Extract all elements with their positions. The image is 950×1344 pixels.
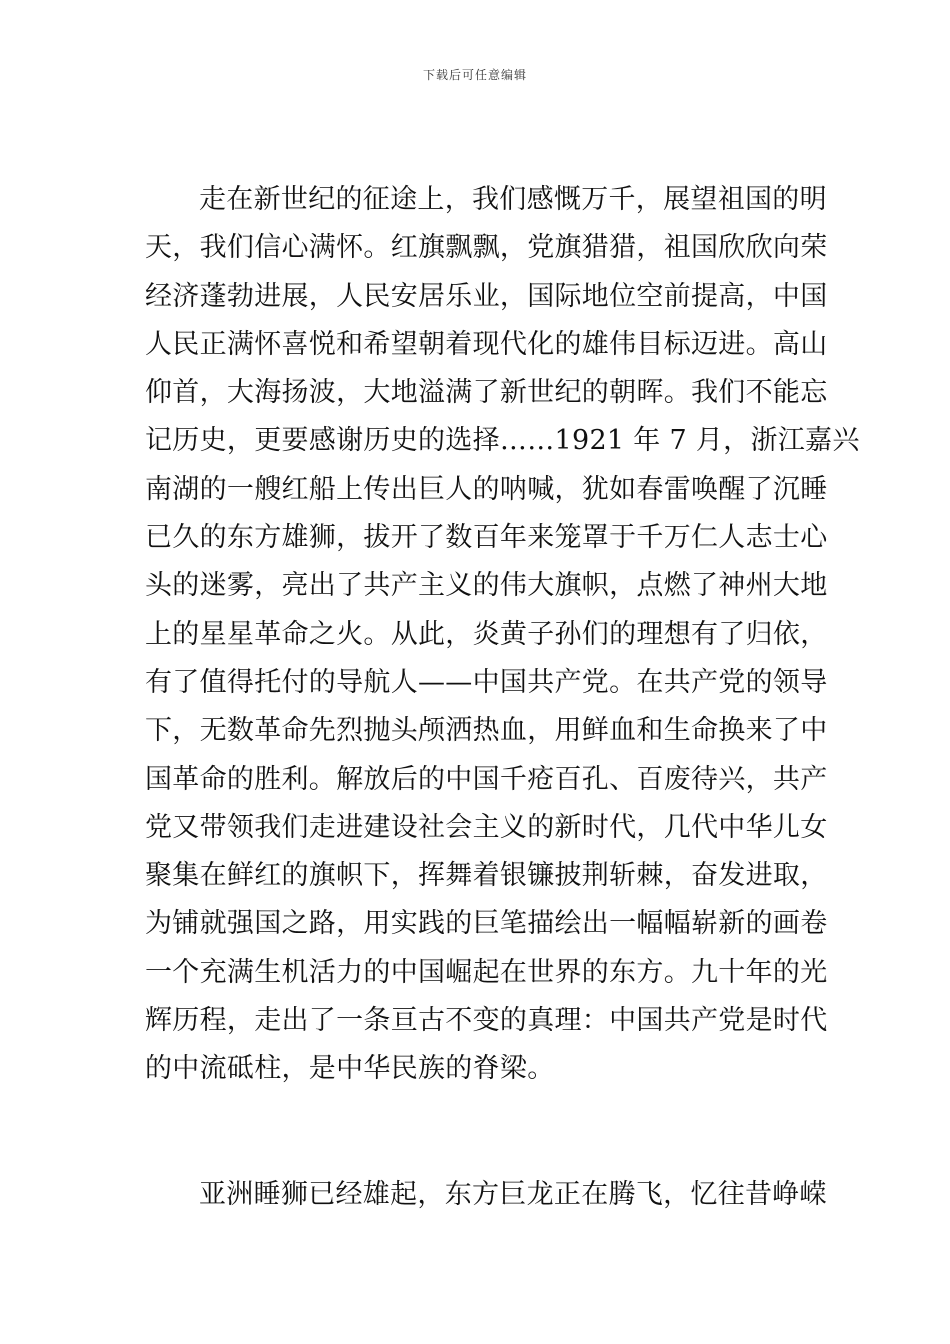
text-line: 有了值得托付的导航人——中国共产党。在共产党的领导 — [145, 666, 828, 698]
paragraph-1 — [145, 176, 860, 1094]
text-line: 亚洲睡狮已经雄起，东方巨龙正在腾飞，忆往昔峥嵘 — [199, 1179, 827, 1210]
text-line: 一个充满生机活力的中国崛起在世界的东方。九十年的光 — [145, 956, 828, 988]
text-line: 为铺就强国之路，用实践的巨笔描绘出一幅幅崭新的画卷 — [145, 908, 828, 940]
text-line: 国革命的胜利。解放后的中国千疮百孔、百废待兴，共产 — [145, 763, 828, 795]
text-line: 仰首，大海扬波，大地溢满了新世纪的朝晖。我们不能忘 — [145, 377, 828, 409]
text-line: 上的星星革命之火。从此，炎黄子孙们的理想有了归依， — [145, 618, 828, 650]
text-line: 经济蓬勃进展，人民安居乐业，国际地位空前提高，中国 — [145, 280, 828, 312]
paragraph-2 — [145, 1171, 827, 1219]
text-line: 的中流砥柱，是中华民族的脊梁。 — [145, 1053, 555, 1085]
text-line: 辉历程，走出了一条亘古不变的真理：中国共产党是时代 — [145, 1005, 828, 1037]
text-line: 已久的东方雄狮，拔开了数百年来笼罩于千万仁人志士心 — [145, 522, 828, 554]
text-line: 记历史，更要感谢历史的选择……1921 年 7 月，浙江嘉兴 — [145, 425, 860, 457]
page-header-note: 下载后可任意编辑 — [422, 68, 527, 82]
text-line: 党又带领我们走进建设社会主义的新时代，几代中华儿女 — [145, 811, 828, 843]
text-line: 走在新世纪的征途上，我们感慨万千，展望祖国的明 — [199, 184, 827, 215]
text-line: 天，我们信心满怀。红旗飘飘，党旗猎猎，祖国欣欣向荣 — [145, 232, 828, 264]
text-line: 下，无数革命先烈抛头颅洒热血，用鲜血和生命换来了中 — [145, 715, 828, 747]
text-line: 头的迷雾，亮出了共产主义的伟大旗帜，点燃了神州大地 — [145, 570, 828, 602]
text-line: 南湖的一艘红船上传出巨人的呐喊，犹如春雷唤醒了沉睡 — [145, 473, 828, 505]
text-line: 人民正满怀喜悦和希望朝着现代化的雄伟目标迈进。高山 — [145, 328, 828, 360]
text-line: 聚集在鲜红的旗帜下，挥舞着银镰披荆斩棘，奋发进取， — [145, 860, 828, 892]
